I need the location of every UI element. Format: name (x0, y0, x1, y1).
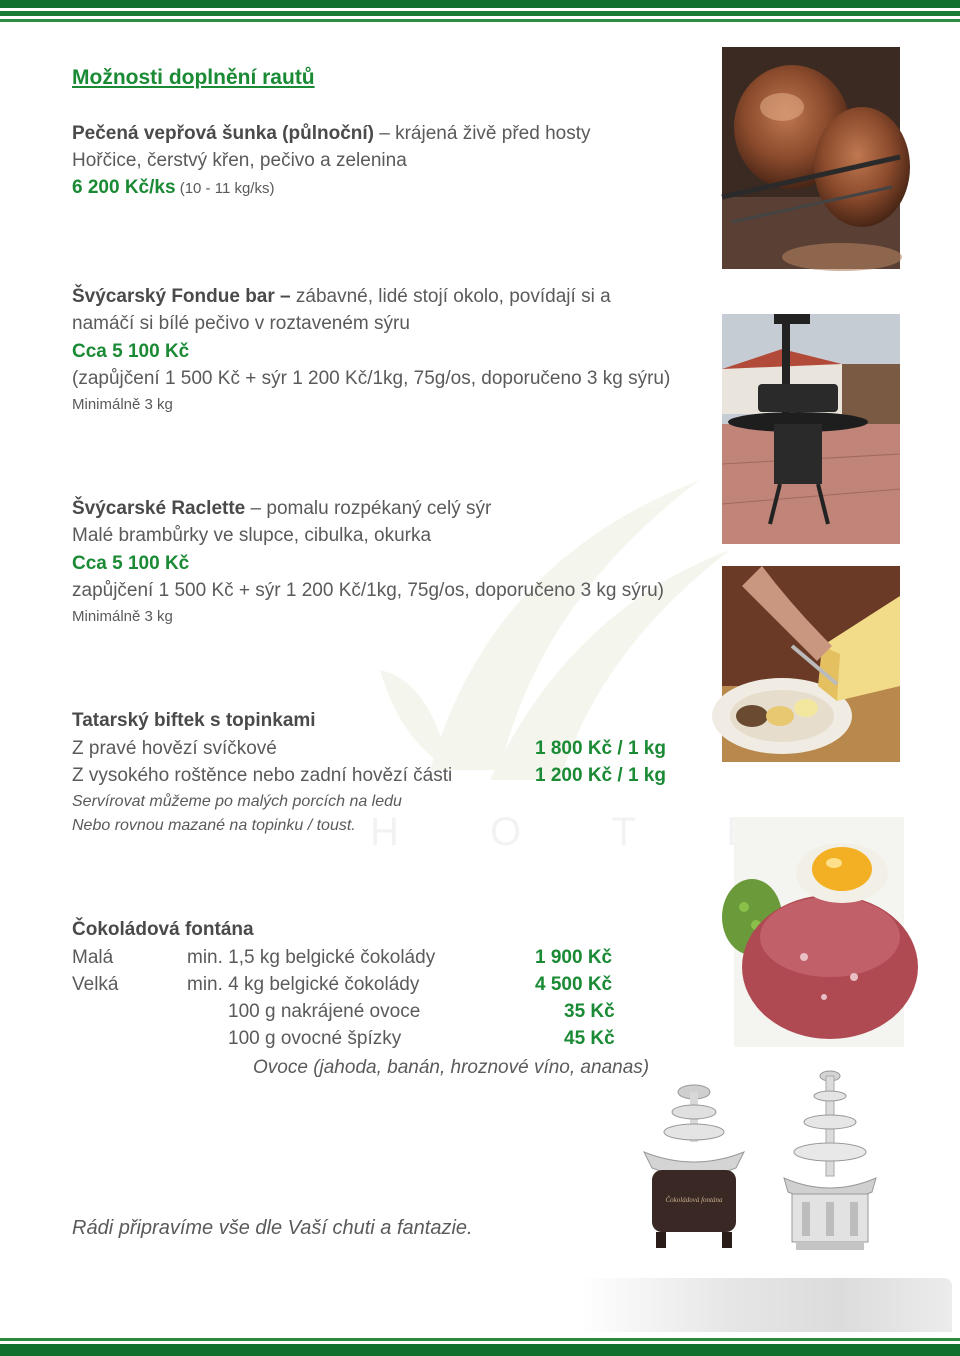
tartare-option1: Z pravé hovězí svíčkové (72, 738, 277, 759)
ham-sides: Hořčice, čerstvý křen, pečivo a zelenina (72, 150, 407, 171)
raclette-stand-photo (722, 274, 900, 544)
raclette-price: Cca 5 100 Kč (72, 553, 190, 574)
fountain-desc-small: min. 1,5 kg belgické čokolády (187, 947, 436, 968)
raclette-sides: Malé brambůrky ve slupce, cibulka, okurka (72, 525, 432, 546)
fondue-price: Cca 5 100 Kč (72, 341, 190, 362)
ham-desc: – krájená živě před hosty (373, 123, 591, 144)
tartare-name: Tatarský biftek s topinkami (72, 710, 316, 731)
svg-text:H O T E L: H O T E L (370, 810, 907, 854)
large-chocolate-fountain-photo (780, 1066, 880, 1254)
ham-price: 6 200 Kč/ks (72, 177, 176, 198)
fondue-desc1: zábavné, lidé stojí okolo, povídají si a (290, 286, 611, 307)
fountain-price-large: 4 500 Kč (535, 974, 613, 995)
ham-weight: (10 - 11 kg/ks) (175, 180, 275, 197)
fountain-name: Čokoládová fontána (72, 919, 254, 940)
fondue-desc2: namáčí si bílé pečivo v roztaveném sýru (72, 313, 410, 334)
raclette-minimum: Minimálně 3 kg (72, 608, 173, 625)
ham-name: Pečená vepřová šunka (půlnoční) (72, 123, 374, 144)
raclette-title-line (72, 497, 491, 521)
raclette-cheese-photo (722, 566, 900, 762)
ham-title-line (72, 122, 591, 146)
bottom-decor-strip (580, 1278, 952, 1332)
closing-text: Rádi připravíme vše dle Vaší chuti a fantazie. (72, 1217, 473, 1239)
steak-tartare-photo (734, 817, 904, 1047)
roast-ham-photo (722, 47, 900, 269)
raclette-detail: zapůjčení 1 500 Kč + sýr 1 200 Kč/1kg, 75g/os, doporučeno 3 kg sýru) (72, 580, 664, 601)
fountain-extra-fruit: 100 g nakrájené ovoce (228, 1001, 421, 1022)
fountain-device-label: Čokoládová fontána (665, 1196, 723, 1204)
page-title: Možnosti doplnění rautů (72, 66, 315, 89)
fondue-title-line (72, 285, 611, 309)
fountain-extra-fruit-price: 35 Kč (564, 1001, 615, 1022)
tartare-price1: 1 800 Kč / 1 kg (535, 738, 666, 759)
fountain-price-small: 1 900 Kč (535, 947, 613, 968)
fondue-name: Švýcarský Fondue bar – (72, 286, 291, 307)
fountain-extra-skewers: 100 g ovocné špízky (228, 1028, 402, 1049)
raclette-desc: – pomalu rozpékaný celý sýr (245, 498, 492, 519)
top-green-band (0, 0, 960, 30)
tartare-note1: Servírovat můžeme po malých porcích na ledu (72, 793, 402, 810)
fountain-desc-large: min. 4 kg belgické čokolády (187, 974, 420, 995)
fountain-extra-skewers-price: 45 Kč (564, 1028, 615, 1049)
tartare-note2: Nebo rovnou mazané na topinku / toust. (72, 817, 356, 834)
fountain-size-small: Malá (72, 947, 114, 968)
fountain-size-large: Velká (72, 974, 119, 995)
bottom-green-band (0, 1336, 960, 1356)
ham-price-line (72, 176, 274, 201)
fountain-fruit-note: Ovoce (jahoda, banán, hroznové víno, ananas) (253, 1057, 650, 1078)
tartare-price2: 1 200 Kč / 1 kg (535, 765, 666, 786)
small-chocolate-fountain-photo (638, 1080, 750, 1258)
raclette-name: Švýcarské Raclette (72, 498, 246, 519)
fondue-detail: (zapůjčení 1 500 Kč + sýr 1 200 Kč/1kg, 75g/os, doporučeno 3 kg sýru) (72, 368, 671, 389)
fondue-minimum: Minimálně 3 kg (72, 396, 173, 413)
tartare-option2: Z vysokého roštěnce nebo zadní hovězí části (72, 765, 453, 786)
